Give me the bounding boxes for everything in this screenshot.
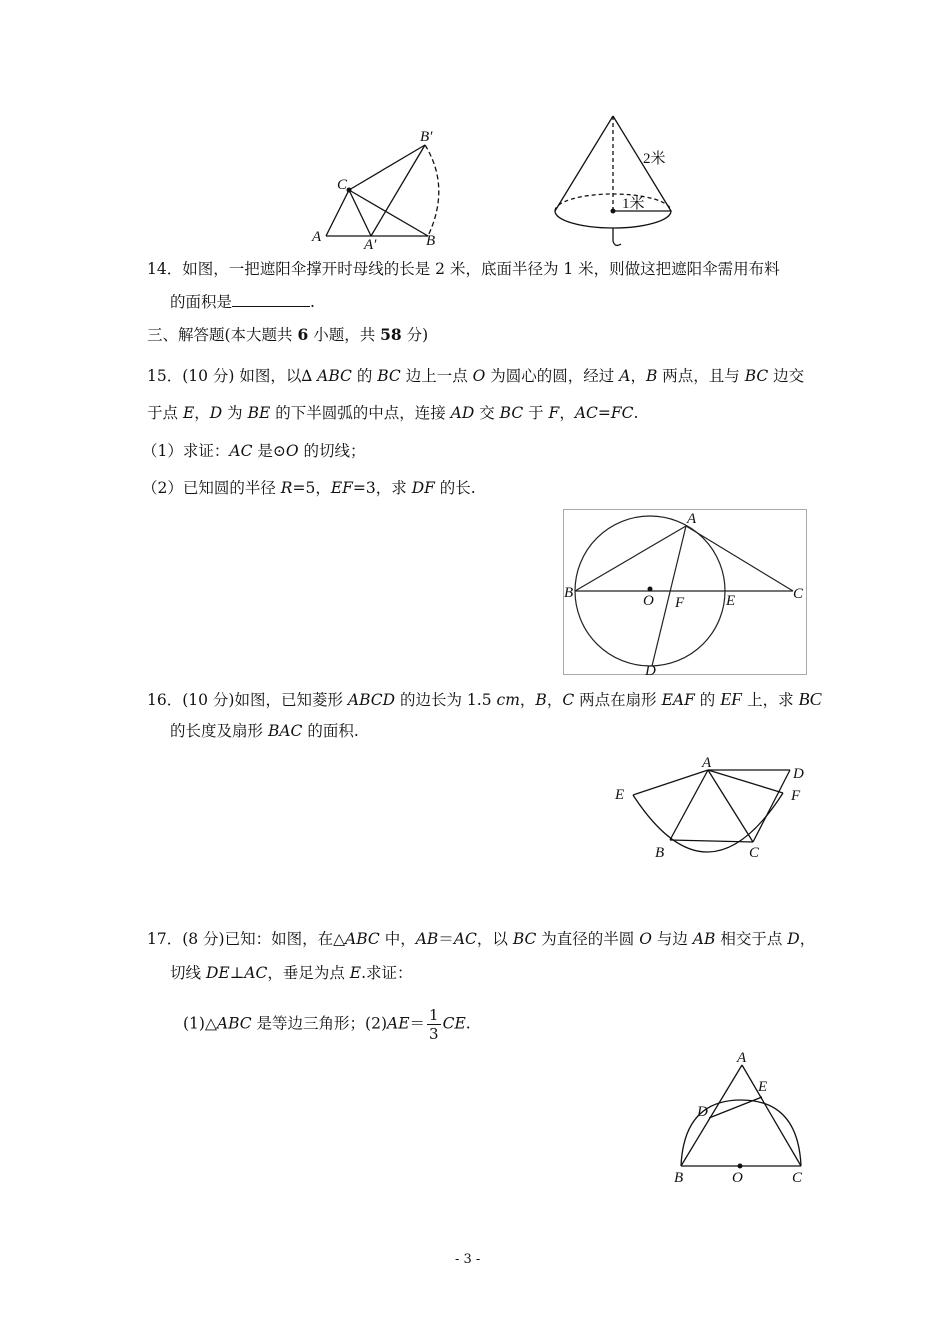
segment-BA <box>575 526 686 591</box>
q14-text-2b: . <box>310 293 315 311</box>
cone-figure <box>548 108 698 253</box>
segment-CB-prime <box>349 145 425 190</box>
segment-AC <box>708 770 753 842</box>
q16-label-D: D <box>793 766 804 782</box>
q15-part1: （1）求证：AC 是⊙O 的切线； <box>142 442 366 460</box>
q14-line2 <box>170 291 315 313</box>
q15-figure <box>563 509 808 677</box>
q16-label-C: C <box>749 845 760 861</box>
segment-AC <box>742 1065 801 1166</box>
segment-DC <box>753 770 790 842</box>
q17-figure <box>670 1045 810 1190</box>
label-B: B <box>426 233 436 249</box>
q14-text-2a: 的面积是 <box>170 293 233 311</box>
q16-label-A: A <box>702 755 712 771</box>
radius-label: 1米 <box>622 196 645 212</box>
q15-label-O: O <box>643 593 654 609</box>
q17-line3: (1)△ABC 是等边三角形；(2)AE＝ $\frac{1}{3}$ CE. <box>183 1006 471 1043</box>
q15-part2: （2）已知圆的半径 R=5，EF=3，求 DF 的长. <box>142 479 476 497</box>
q16-label-F: F <box>791 788 801 804</box>
q15-label-E: E <box>726 593 736 609</box>
q15-label-C: C <box>793 586 804 602</box>
segment-CB <box>349 190 428 236</box>
q15-line1: 15．(10 分) 如图，以∆ ABC 的 BC 边上一点 O 为圆心的圆，经过 A，B 两点，且与 BC 边交 <box>147 367 805 385</box>
q15-label-D: D <box>645 663 656 677</box>
page-number: - 3 - <box>455 1252 481 1267</box>
label-C: C <box>337 177 348 193</box>
dashed-arc <box>425 145 439 236</box>
q15-label-A: A <box>687 511 697 527</box>
segment-AF <box>708 770 783 793</box>
q14-line1 <box>147 258 780 280</box>
q16-line2: 的长度及扇形 BAC 的面积. <box>170 722 359 740</box>
rotation-figure <box>305 125 450 250</box>
q15-line2: 于点 E，D 为 BE 的下半圆弧的中点，连接 AD 交 BC 于 F，AC=FC. <box>147 404 639 422</box>
q17-line1: 17．(8 分)已知：如图，在△ABC 中，AB＝AC，以 BC 为直径的半圆 O 与边 AB 相交于点 D， <box>147 930 816 948</box>
label-A: A <box>312 229 322 245</box>
umbrella-handle <box>613 228 621 245</box>
q16-label-B: B <box>655 845 665 861</box>
label-B-prime: B′ <box>420 129 433 145</box>
q17-label-E: E <box>758 1079 768 1095</box>
cone-left-edge <box>555 116 613 211</box>
segment-AC <box>326 190 349 236</box>
section-3-header: 三、解答题(本大题共 6 小题，共 58 分) <box>147 325 429 344</box>
q17-label-B: B <box>674 1170 684 1186</box>
q17-label-O: O <box>732 1170 743 1186</box>
segment-AC <box>686 526 793 591</box>
slant-height-label: 2米 <box>643 151 666 167</box>
q16-label-E: E <box>615 787 625 803</box>
q16-line1: 16．(10 分)如图，已知菱形 ABCD 的边长为 1.5 cm，B，C 两点在扇形 EAF 的 EF 上，求 BC <box>147 689 822 709</box>
q17-line2: 切线 DE⊥AC，垂足为点 E.求证： <box>170 964 413 982</box>
segment-AB <box>681 1065 742 1166</box>
arc-EF <box>633 793 783 852</box>
q16-figure <box>610 750 815 865</box>
label-A-prime: A′ <box>364 237 377 250</box>
one-third-fraction: $\frac{1}{3}$ <box>429 1006 439 1043</box>
q14-text-1: 14．如图，一把遮阳伞撑开时母线的长是 2 米，底面半径为 1 米，则做这把遮阳伞需用布料 <box>147 260 780 278</box>
q17-label-C: C <box>792 1170 803 1186</box>
q17-label-A: A <box>737 1050 747 1066</box>
cone-base-front <box>555 211 671 228</box>
q15-label-F: F <box>675 595 685 611</box>
q15-label-B: B <box>564 585 574 601</box>
answer-blank <box>232 292 310 307</box>
segment-A-prime-B-prime <box>371 145 425 236</box>
q17-label-D: D <box>697 1104 708 1120</box>
